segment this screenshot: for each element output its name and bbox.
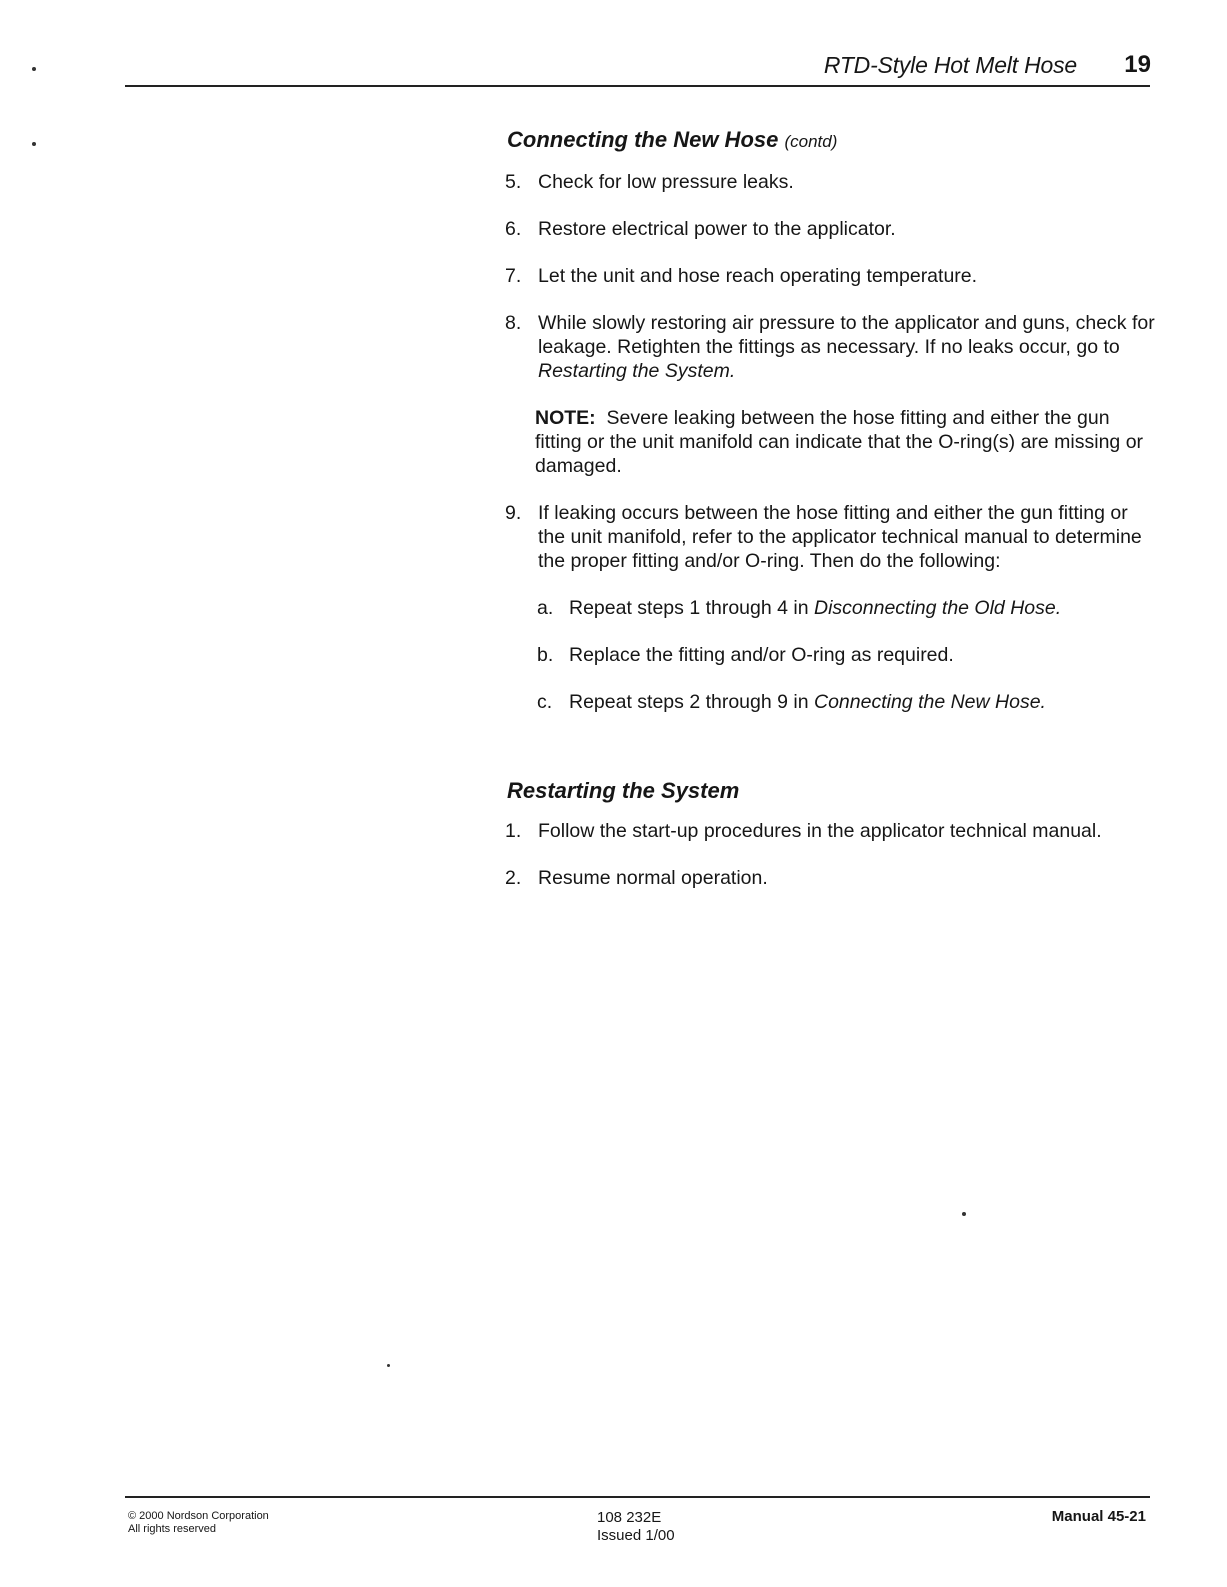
footer-copyright-block: [128, 1510, 269, 1536]
step-text: If leaking occurs between the hose fitting and either the gun fitting or the unit manifold, refer to the applicator technical manual to determine the proper fitting and/or O-ring. Then do the following:: [538, 502, 1142, 572]
section-heading-suffix: (contd): [784, 132, 838, 151]
step-number: 5.: [505, 171, 522, 193]
step-item: [505, 264, 1155, 288]
substep-letter: c.: [537, 691, 553, 713]
main-content: [505, 126, 1155, 913]
section-heading-text: Connecting the New Hose: [507, 127, 779, 152]
copyright-text: © 2000 Nordson Corporation: [128, 1510, 269, 1522]
scan-speck: [32, 142, 36, 146]
step-item: [505, 866, 1155, 890]
step-text: While slowly restoring air pressure to the applicator and guns, check for leakage. Retighten the fittings as necessary. If no leaks occur, go to: [538, 312, 1155, 358]
substep-item: [537, 596, 1155, 620]
issue-date: Issued 1/00: [597, 1527, 675, 1544]
step-item: [505, 819, 1155, 843]
step-number: 8.: [505, 312, 522, 334]
step-number: 9.: [505, 502, 522, 524]
scan-speck: [962, 1212, 966, 1216]
step-number: 6.: [505, 218, 522, 240]
header-rule: [125, 85, 1150, 87]
step-number: 7.: [505, 265, 522, 287]
step-text-container: [538, 311, 1155, 383]
substep-letter: b.: [537, 644, 554, 666]
scan-speck: [387, 1364, 390, 1367]
step-text: Resume normal operation.: [538, 867, 768, 889]
substep-text-container: [569, 596, 1155, 620]
note-block: [535, 406, 1155, 478]
step-text: Check for low pressure leaks.: [538, 171, 794, 193]
substep-letter: a.: [537, 597, 554, 619]
substep-text-container: [569, 690, 1155, 714]
step-number: 1.: [505, 820, 522, 842]
step-item: [505, 170, 1155, 194]
substep-item: [537, 690, 1155, 714]
step-text: Follow the start-up procedures in the applicator technical manual.: [538, 820, 1102, 842]
substep-text: Repeat steps 2 through 9 in: [569, 691, 814, 713]
note-text: Severe leaking between the hose fitting and either the gun fitting or the unit manifold can indicate that the O-ring(s) are missing or damaged.: [535, 407, 1144, 477]
cross-reference: Connecting the New Hose.: [814, 691, 1046, 713]
manual-number: Manual 45-21: [1051, 1508, 1146, 1525]
section-spacer: [505, 737, 1155, 777]
step-text: Restore electrical power to the applicator.: [538, 218, 896, 240]
substep-text: Replace the fitting and/or O-ring as required.: [569, 644, 954, 666]
step-item: [505, 311, 1155, 383]
footer-rule: [125, 1496, 1150, 1498]
step-item: [505, 501, 1155, 573]
rights-text: All rights reserved: [128, 1523, 217, 1535]
substep-text: Repeat steps 1 through 4 in: [569, 597, 814, 619]
page-number: 19: [1124, 51, 1151, 78]
cross-reference: Disconnecting the Old Hose.: [814, 597, 1062, 619]
substep-item: [537, 643, 1155, 667]
note-label: NOTE:: [535, 407, 596, 429]
section-heading-restarting: Restarting the System: [507, 778, 740, 803]
section-heading-connecting: [507, 126, 1155, 156]
step-text: Let the unit and hose reach operating temperature.: [538, 265, 978, 287]
cross-reference: Restarting the System.: [538, 360, 736, 382]
running-header-title: RTD-Style Hot Melt Hose: [823, 52, 1077, 78]
part-number: 108 232E: [597, 1509, 662, 1526]
scan-speck: [32, 67, 36, 71]
step-number: 2.: [505, 867, 522, 889]
footer-part-block: [597, 1509, 675, 1545]
step-item: [505, 217, 1155, 241]
